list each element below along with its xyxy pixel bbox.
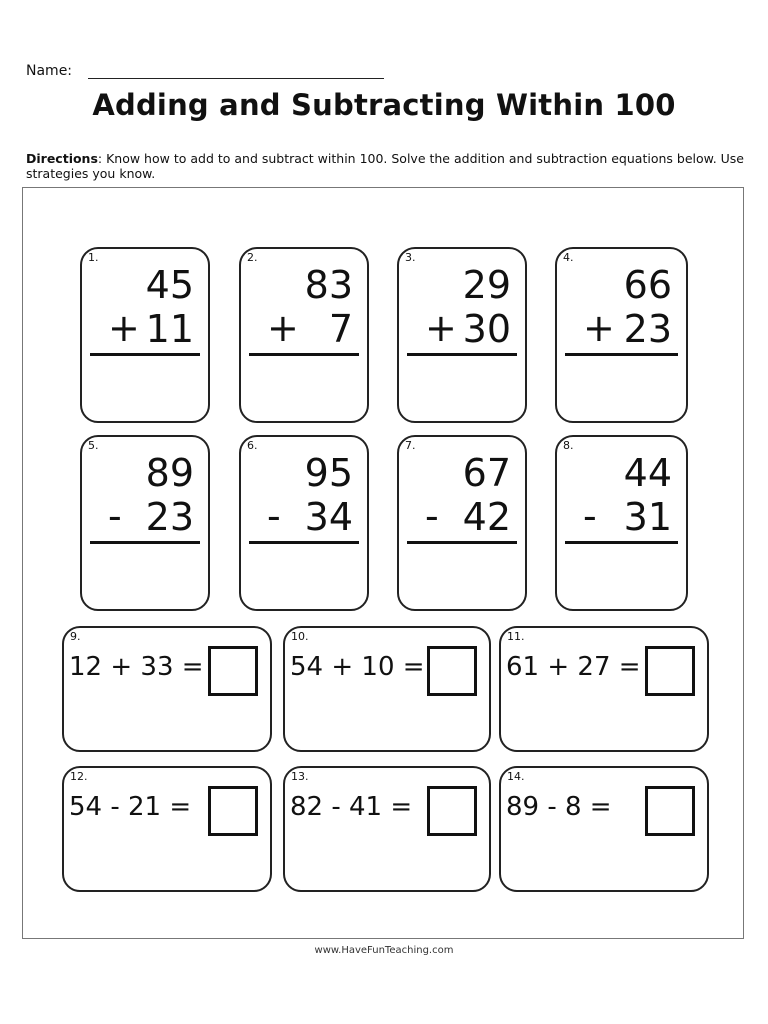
operator-sign: -: [583, 494, 597, 538]
directions: [26, 151, 746, 181]
top-number: 44: [623, 451, 672, 495]
answer-box[interactable]: [208, 786, 258, 836]
answer-line: [407, 541, 517, 544]
equation: 61 + 27 =: [506, 652, 641, 682]
directions-label: Directions: [26, 151, 98, 166]
bottom-number: 30: [462, 307, 511, 351]
bottom-number: 7: [328, 307, 353, 351]
bottom-number: 23: [623, 307, 672, 351]
problem-card-1: [80, 247, 210, 423]
footer-website: www.HaveFunTeaching.com: [314, 945, 454, 956]
problem-card-3: [397, 247, 527, 423]
bottom-number: 34: [304, 495, 353, 539]
page-title: Adding and Subtracting Within 100: [92, 88, 676, 122]
problem-number: 10.: [291, 630, 309, 643]
problem-number: 3.: [405, 251, 416, 264]
problem-number: 8.: [563, 439, 574, 452]
problem-card-12: [62, 766, 272, 892]
operator-sign: +: [425, 306, 457, 350]
problem-number: 5.: [88, 439, 99, 452]
operator-sign: +: [108, 306, 140, 350]
problem-number: 2.: [247, 251, 258, 264]
equation: 82 - 41 =: [290, 792, 413, 822]
bottom-number: 42: [462, 495, 511, 539]
equation: 12 + 33 =: [69, 652, 204, 682]
problem-card-2: [239, 247, 369, 423]
operator-sign: -: [425, 494, 439, 538]
problem-card-4: [555, 247, 688, 423]
top-number: 83: [304, 263, 353, 307]
top-number: 66: [623, 263, 672, 307]
problem-number: 7.: [405, 439, 416, 452]
operator-sign: -: [108, 494, 122, 538]
answer-box[interactable]: [427, 646, 477, 696]
top-number: 45: [145, 263, 194, 307]
top-number: 89: [145, 451, 194, 495]
answer-line: [249, 353, 359, 356]
answer-line: [90, 541, 200, 544]
equation: 54 + 10 =: [290, 652, 425, 682]
operator-sign: +: [267, 306, 299, 350]
problem-number: 12.: [70, 770, 88, 783]
problem-card-7: [397, 435, 527, 611]
problem-number: 9.: [70, 630, 81, 643]
problem-card-11: [499, 626, 709, 752]
problem-card-6: [239, 435, 369, 611]
answer-line: [90, 353, 200, 356]
answer-line: [565, 353, 678, 356]
answer-box[interactable]: [427, 786, 477, 836]
equation: 89 - 8 =: [506, 792, 612, 822]
problem-number: 1.: [88, 251, 99, 264]
problem-number: 6.: [247, 439, 258, 452]
problem-card-14: [499, 766, 709, 892]
problem-number: 13.: [291, 770, 309, 783]
bottom-number: 31: [623, 495, 672, 539]
answer-line: [565, 541, 678, 544]
top-number: 95: [304, 451, 353, 495]
answer-box[interactable]: [645, 646, 695, 696]
top-number: 29: [462, 263, 511, 307]
problem-number: 4.: [563, 251, 574, 264]
answer-line: [407, 353, 517, 356]
answer-line: [249, 541, 359, 544]
problem-number: 11.: [507, 630, 525, 643]
problem-card-10: [283, 626, 491, 752]
problem-card-13: [283, 766, 491, 892]
operator-sign: +: [583, 306, 615, 350]
bottom-number: 23: [145, 495, 194, 539]
answer-box[interactable]: [208, 646, 258, 696]
name-line[interactable]: [88, 78, 384, 79]
problem-card-8: [555, 435, 688, 611]
problem-card-5: [80, 435, 210, 611]
problem-card-9: [62, 626, 272, 752]
bottom-number: 11: [145, 307, 194, 351]
top-number: 67: [462, 451, 511, 495]
problem-number: 14.: [507, 770, 525, 783]
name-label: Name:: [26, 63, 73, 79]
equation: 54 - 21 =: [69, 792, 192, 822]
answer-box[interactable]: [645, 786, 695, 836]
operator-sign: -: [267, 494, 281, 538]
directions-text: : Know how to add to and subtract within 100. Solve the addition and subtraction equations below. Use strategies you know.: [26, 151, 744, 181]
